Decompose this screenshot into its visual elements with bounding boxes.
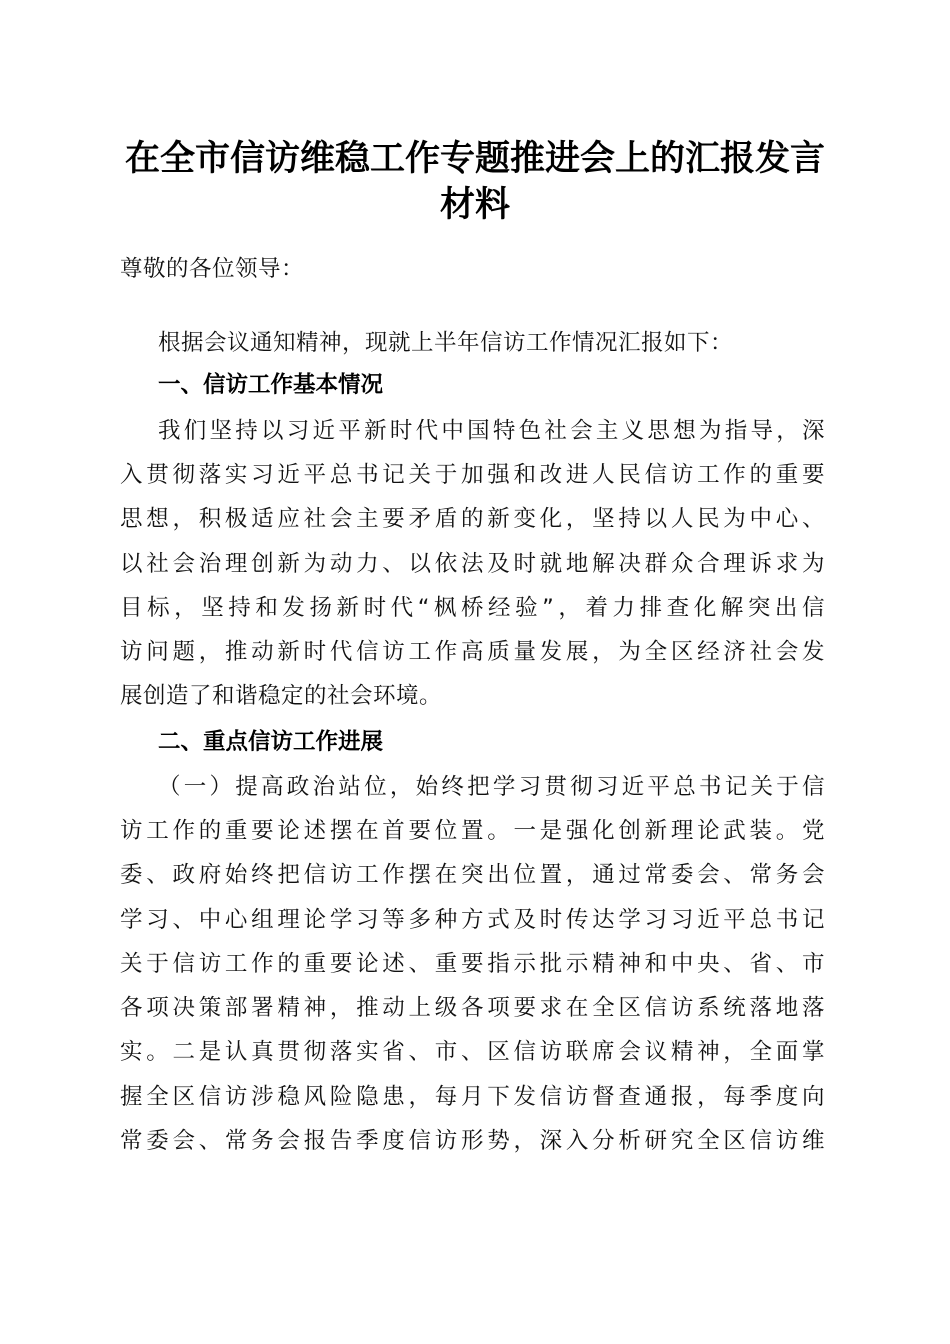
- paragraph-line: 学习、中心组理论学习等多种方式及时传达学习习近平总书记: [120, 907, 825, 933]
- paragraph-line: 访问题，推动新时代信访工作高质量发展，为全区经济社会发: [120, 639, 825, 665]
- paragraph-line: 以社会治理创新为动力、以依法及时就地解决群众合理诉求为: [120, 551, 825, 577]
- title-line-2: 材料: [439, 184, 510, 225]
- paragraph-line: 展创造了和谐稳定的社会环境。: [120, 683, 443, 709]
- document-title: [110, 136, 840, 228]
- section-2-heading: 二、重点信访工作进展: [158, 729, 384, 755]
- paragraph-line: （一）提高政治站位，始终把学习贯彻习近平总书记关于信: [158, 774, 825, 800]
- intro-paragraph: 根据会议通知精神，现就上半年信访工作情况汇报如下：: [158, 330, 734, 356]
- paragraph-line: 访工作的重要论述摆在首要位置。一是强化创新理论武装。党: [120, 818, 825, 844]
- paragraph-line: 关于信访工作的重要论述、重要指示批示精神和中央、省、市: [120, 951, 825, 977]
- paragraph-line: 我们坚持以习近平新时代中国特色社会主义思想为指导，深: [158, 418, 825, 444]
- paragraph-line: 委、政府始终把信访工作摆在突出位置，通过常委会、常务会: [120, 862, 825, 888]
- salutation: 尊敬的各位领导：: [120, 256, 305, 282]
- title-line-1: 在全市信访维稳工作专题推进会上的汇报发言: [124, 138, 825, 179]
- paragraph-line: 思想，积极适应社会主要矛盾的新变化，坚持以人民为中心、: [120, 506, 825, 532]
- paragraph-line: 握全区信访涉稳风险隐患，每月下发信访督查通报，每季度向: [120, 1084, 825, 1110]
- paragraph-line: 入贯彻落实习近平总书记关于加强和改进人民信访工作的重要: [120, 462, 825, 488]
- paragraph-line: 各项决策部署精神，推动上级各项要求在全区信访系统落地落: [120, 995, 825, 1021]
- section-1-heading: 一、信访工作基本情况: [158, 372, 384, 398]
- paragraph-line: 常委会、常务会报告季度信访形势，深入分析研究全区信访维: [120, 1128, 825, 1154]
- paragraph-line: 目标，坚持和发扬新时代“枫桥经验”，着力排查化解突出信: [120, 595, 825, 621]
- paragraph-line: 实。二是认真贯彻落实省、市、区信访联席会议精神，全面掌: [120, 1039, 825, 1065]
